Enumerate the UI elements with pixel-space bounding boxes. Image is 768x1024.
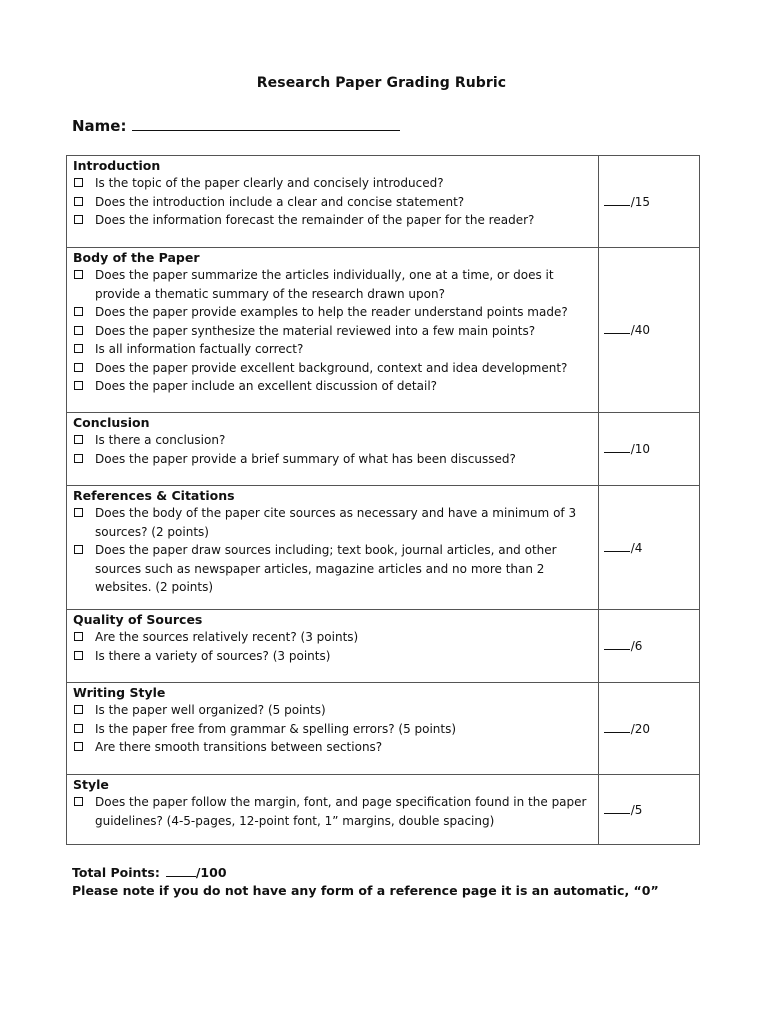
checkbox-icon[interactable]	[74, 651, 83, 660]
criterion-text: Is all information factually correct?	[95, 342, 304, 356]
criterion-item	[73, 628, 594, 647]
checkbox-icon[interactable]	[74, 435, 83, 444]
score-cell	[598, 775, 699, 845]
rubric-body	[67, 156, 700, 845]
criterion-item	[73, 701, 594, 720]
criteria-cell	[67, 413, 599, 486]
rubric-row	[67, 413, 700, 486]
score-cell	[598, 413, 699, 486]
score-max: /20	[630, 721, 650, 736]
score-max: /10	[630, 442, 650, 456]
section-heading: Writing Style	[73, 685, 166, 700]
checkbox-icon[interactable]	[74, 724, 83, 733]
rubric-row	[67, 486, 700, 610]
criterion-text: Does the information forecast the remainder of the paper for the reader?	[95, 213, 535, 227]
criterion-item	[73, 504, 594, 541]
criterion-text: Is the paper well organized? (5 points)	[95, 703, 326, 717]
criterion-item	[73, 340, 594, 359]
criterion-text: Does the paper provide excellent background, context and idea development?	[95, 360, 568, 375]
checkbox-icon[interactable]	[74, 632, 83, 641]
score-blank[interactable]	[604, 541, 630, 552]
name-blank-line[interactable]	[132, 116, 400, 131]
criteria-cell	[67, 156, 599, 248]
section-heading: References & Citations	[73, 488, 235, 503]
criterion-item	[73, 193, 594, 212]
footer	[72, 864, 659, 900]
criterion-text: Is the paper free from grammar & spelling errors? (5 points)	[95, 721, 457, 736]
score-cell	[598, 156, 699, 248]
criterion-text: Does the body of the paper cite sources as necessary and have a minimum of 3 sources? (2 points)	[95, 506, 577, 539]
criterion-text: Does the paper draw sources including; text book, journal articles, and other sources such as newspaper articles, magazine articles and no more than 2 websites. (2 points)	[95, 543, 557, 594]
checkbox-icon[interactable]	[74, 705, 83, 714]
score-field	[599, 541, 699, 555]
score-field	[599, 803, 699, 817]
section-heading: Body of the Paper	[73, 250, 200, 265]
criterion-item	[73, 359, 594, 378]
checkbox-icon[interactable]	[74, 742, 83, 751]
checkbox-icon[interactable]	[74, 178, 83, 187]
criterion-text: Are the sources relatively recent? (3 points)	[95, 630, 359, 644]
criterion-item	[73, 377, 594, 396]
criteria-cell	[67, 775, 599, 845]
name-row	[72, 116, 400, 135]
score-max: /40	[630, 323, 650, 337]
criterion-text: Does the paper provide examples to help the reader understand points made?	[95, 305, 568, 319]
criteria-cell	[67, 683, 599, 775]
score-blank[interactable]	[604, 442, 630, 453]
rubric-row	[67, 775, 700, 845]
checkbox-icon[interactable]	[74, 307, 83, 316]
score-blank[interactable]	[604, 195, 630, 206]
criterion-item	[73, 322, 594, 341]
total-points-label: Total Points:	[72, 865, 160, 880]
criterion-text: Is there a conclusion?	[95, 433, 226, 447]
total-points-max: /100	[195, 865, 227, 880]
score-field	[599, 722, 699, 736]
score-max: /5	[630, 802, 643, 817]
criterion-text: Are there smooth transitions between sections?	[95, 740, 383, 754]
criterion-text: Does the paper summarize the articles individually, one at a time, or does it provide a thematic summary of the research drawn upon?	[95, 268, 554, 301]
score-cell	[598, 683, 699, 775]
checkbox-icon[interactable]	[74, 197, 83, 206]
checkbox-icon[interactable]	[74, 215, 83, 224]
score-blank[interactable]	[604, 639, 630, 650]
page-title: Research Paper Grading Rubric	[256, 75, 507, 91]
criterion-text: Does the paper include an excellent discussion of detail?	[95, 379, 438, 393]
reference-page-note: Please note if you do not have any form of a reference page it is an automatic, “0”	[72, 883, 659, 898]
criterion-item	[73, 450, 594, 469]
criterion-item	[73, 174, 594, 193]
score-cell	[598, 486, 699, 610]
score-cell	[598, 610, 699, 683]
criterion-item	[73, 211, 594, 230]
checkbox-icon[interactable]	[74, 381, 83, 390]
score-max: /6	[630, 639, 643, 653]
score-blank[interactable]	[604, 323, 630, 334]
score-field	[599, 639, 699, 653]
criterion-item	[73, 647, 594, 666]
checkbox-icon[interactable]	[74, 326, 83, 335]
criterion-item	[73, 738, 594, 757]
score-blank[interactable]	[604, 722, 630, 733]
checkbox-icon[interactable]	[74, 508, 83, 517]
criterion-item	[73, 266, 594, 303]
score-max: /15	[630, 194, 650, 209]
score-field	[599, 195, 699, 209]
section-heading: Conclusion	[73, 415, 150, 430]
criteria-cell	[67, 248, 599, 413]
criterion-text: Does the introduction include a clear and concise statement?	[95, 194, 465, 209]
rubric-table	[66, 155, 700, 845]
section-heading: Quality of Sources	[73, 612, 203, 627]
checkbox-icon[interactable]	[74, 454, 83, 463]
total-points-blank[interactable]	[166, 866, 196, 877]
section-heading: Introduction	[73, 158, 161, 173]
criteria-cell	[67, 610, 599, 683]
total-points-row	[72, 864, 659, 882]
score-blank[interactable]	[604, 803, 630, 814]
checkbox-icon[interactable]	[74, 344, 83, 353]
rubric-row	[67, 610, 700, 683]
score-max: /4	[630, 540, 643, 555]
criterion-text: Does the paper follow the margin, font, and page specification found in the paper guidelines? (4-5-pages, 12-point font, 1” margins, double spacing)	[95, 795, 587, 828]
rubric-row	[67, 683, 700, 775]
criterion-text: Does the paper synthesize the material reviewed into a few main points?	[95, 323, 536, 338]
score-cell	[598, 248, 699, 413]
criterion-item	[73, 793, 594, 830]
score-field	[599, 442, 699, 456]
section-heading: Style	[73, 777, 109, 792]
criterion-item	[73, 431, 594, 450]
criterion-item	[73, 541, 594, 597]
criterion-item	[73, 720, 594, 739]
checkbox-icon[interactable]	[74, 797, 83, 806]
criteria-cell	[67, 486, 599, 610]
checkbox-icon[interactable]	[74, 545, 83, 554]
criterion-text: Does the paper provide a brief summary of what has been discussed?	[95, 451, 516, 466]
name-label: Name:	[72, 117, 127, 135]
checkbox-icon[interactable]	[74, 363, 83, 372]
score-field	[599, 323, 699, 337]
criterion-item	[73, 303, 594, 322]
rubric-row	[67, 156, 700, 248]
criterion-text: Is there a variety of sources? (3 points)	[95, 648, 331, 663]
checkbox-icon[interactable]	[74, 270, 83, 279]
criterion-text: Is the topic of the paper clearly and concisely introduced?	[95, 176, 444, 190]
rubric-row	[67, 248, 700, 413]
